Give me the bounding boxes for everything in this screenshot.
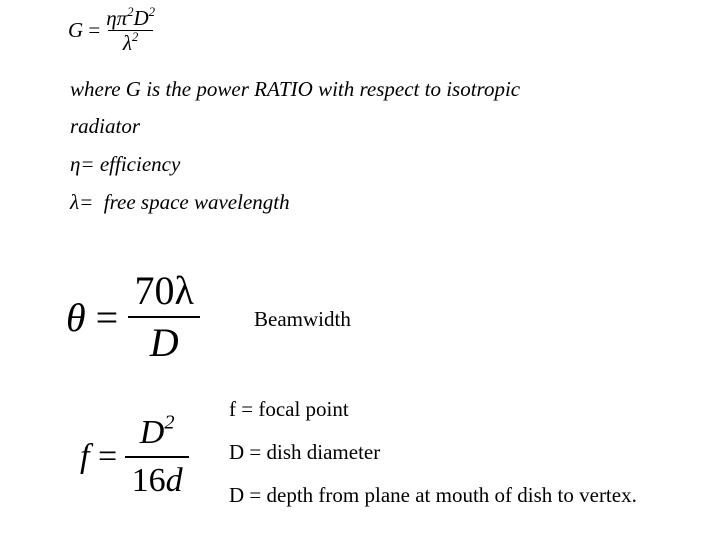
focal-fraction [125, 411, 189, 500]
focal-numerator-var: D [139, 414, 165, 451]
eta-definition-text: = efficiency [80, 152, 181, 176]
focal-denominator-var: d [165, 462, 183, 499]
gain-formula [68, 6, 155, 55]
definition-dish-diameter: D = dish diameter [229, 440, 381, 464]
gain-equals: = [88, 18, 101, 42]
gain-denominator [123, 31, 138, 55]
beamwidth-equals: = [95, 294, 119, 340]
theta-symbol: θ [66, 294, 86, 340]
focal-formula-lhs [80, 438, 117, 476]
gain-formula-lhs [68, 18, 100, 43]
beamwidth-numerator: 70λ [134, 268, 194, 313]
lambda-definition [70, 190, 290, 215]
gain-symbol: G [68, 18, 84, 42]
beamwidth-fraction-bar [128, 316, 200, 318]
focal-formula [80, 411, 189, 500]
eta-definition [70, 152, 180, 177]
definition-dish-depth: D = depth from plane at mouth of dish to vertex. [229, 483, 637, 507]
gain-denominator-exp: 2 [132, 30, 139, 45]
gain-numerator-var: D [133, 6, 149, 30]
lambda-symbol: λ [70, 190, 80, 214]
focal-numerator-exp: 2 [164, 411, 175, 434]
focal-fraction-bar [125, 456, 189, 458]
gain-numerator-exp: 2 [127, 5, 134, 20]
beamwidth-label: Beamwidth [254, 307, 351, 331]
definition-focal-point: f = focal point [229, 397, 349, 421]
gain-description-line2: radiator [70, 114, 141, 138]
focal-numerator [139, 411, 175, 452]
gain-denominator-symbol: λ [122, 31, 133, 55]
beamwidth-formula [66, 270, 200, 364]
gain-numerator-greek: ηπ [106, 6, 128, 30]
gain-fraction [106, 6, 155, 55]
gain-numerator-var-exp: 2 [148, 5, 155, 20]
beamwidth-formula-lhs [66, 294, 118, 341]
eta-symbol: η [70, 152, 81, 176]
focal-equals: = [97, 438, 118, 475]
gain-description-line1: where G is the power RATIO with respect to isotropic [70, 77, 521, 101]
focal-denominator [132, 462, 183, 500]
focal-denominator-coef: 16 [131, 462, 166, 499]
beamwidth-fraction [128, 270, 200, 364]
beamwidth-denominator: D [149, 320, 179, 365]
lambda-definition-text: = free space wavelength [79, 190, 290, 214]
gain-numerator [106, 6, 155, 30]
focal-symbol: f [80, 438, 90, 475]
